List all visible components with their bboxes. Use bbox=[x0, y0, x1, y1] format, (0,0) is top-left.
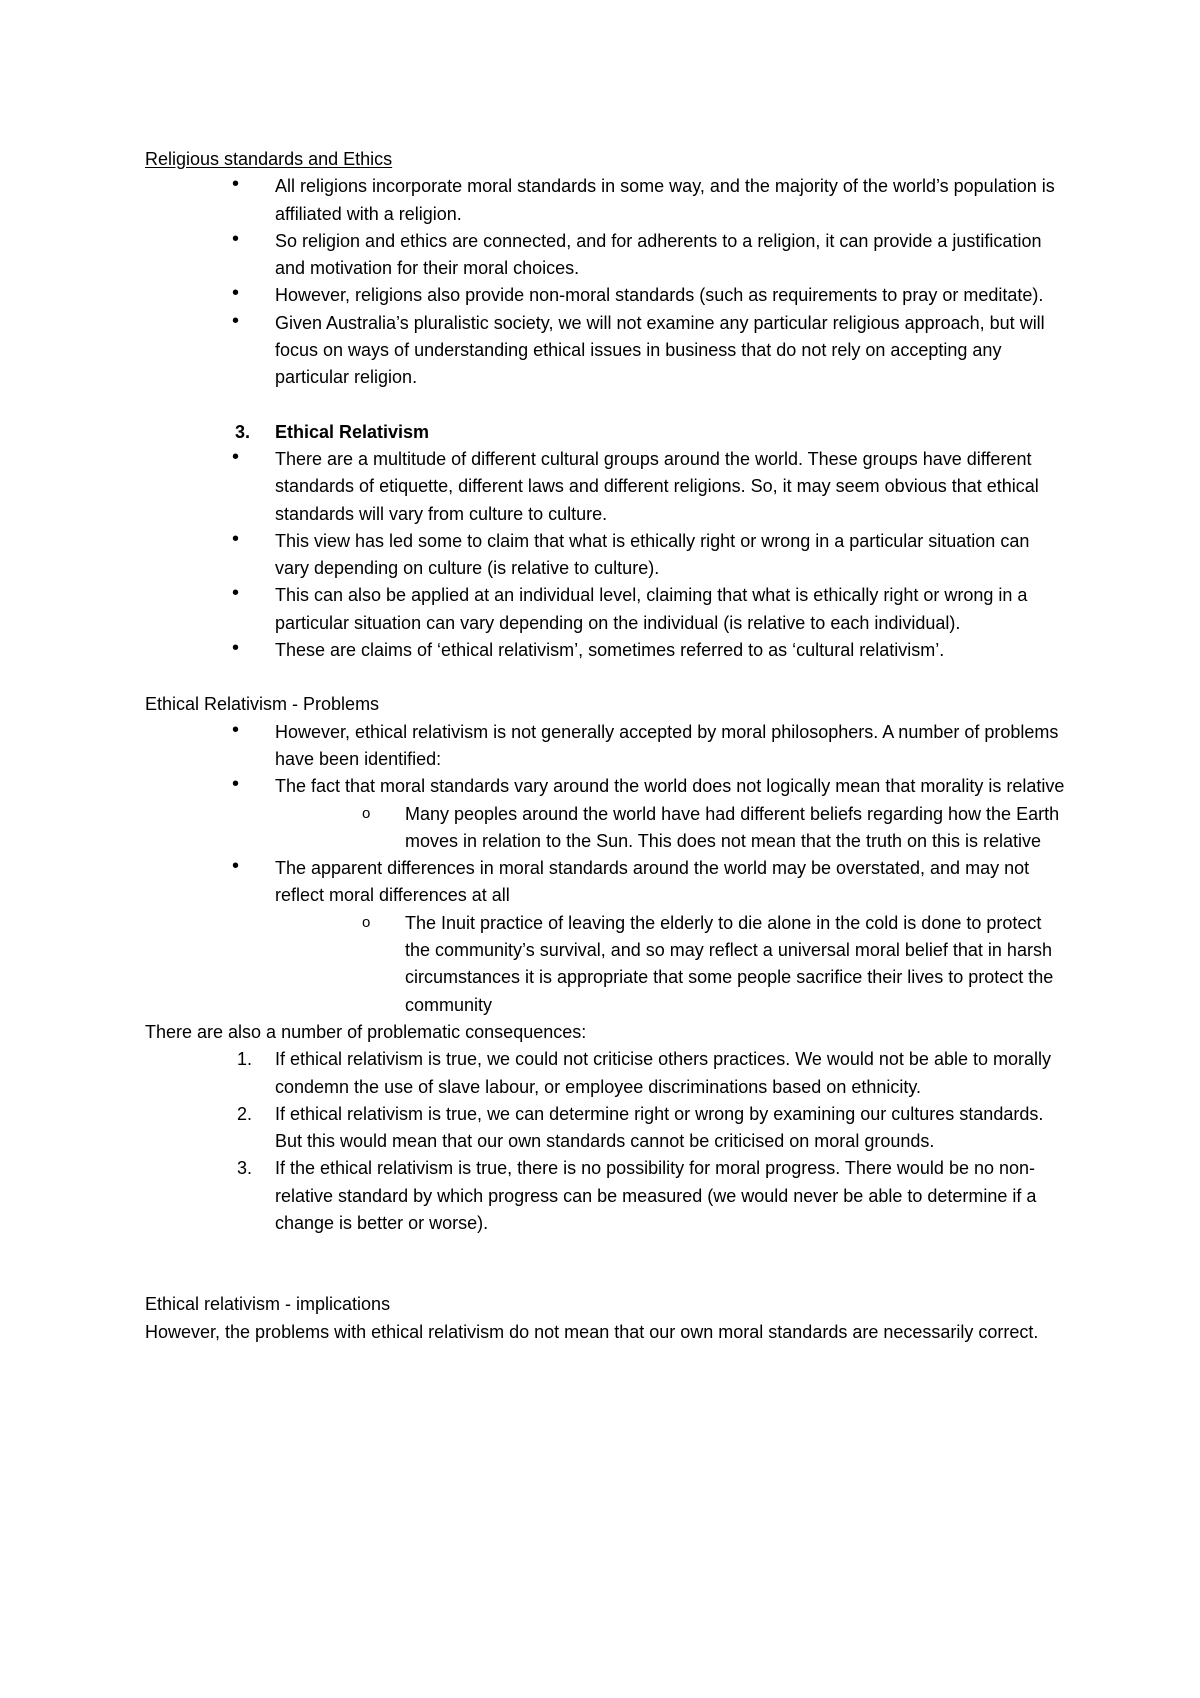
numbered-item bbox=[145, 1155, 1065, 1237]
section-heading-problems: Ethical Relativism - Problems bbox=[145, 694, 380, 715]
list-item: • This view has led some to claim that what is ethically right or wrong in a particular situation can vary depending on culture (is relative to culture). bbox=[145, 528, 1065, 583]
list-item: • However, religions also provide non-moral standards (such as requirements to pray or meditate). bbox=[145, 282, 1065, 309]
problems-sub-list bbox=[275, 801, 1065, 856]
list-item-text: The fact that moral standards vary around the world does not logically mean that morality is relative bbox=[275, 776, 1065, 797]
spacer bbox=[145, 1237, 1065, 1291]
list-item: • Given Australia’s pluralistic society, we will not examine any particular religious approach, but will focus on ways of understanding ethical issues in business that do not rely on accepting any particular religion. bbox=[145, 310, 1065, 392]
religious-standards-bullet-list bbox=[145, 173, 1065, 391]
problems-sub-list-2 bbox=[275, 910, 1065, 1019]
list-item: • All religions incorporate moral standards in some way, and the majority of the world’s population is affiliated with a religion. bbox=[145, 173, 1065, 228]
list-item bbox=[145, 773, 1065, 800]
consequences-numbered-list bbox=[145, 1046, 1065, 1237]
item-text: If the ethical relativism is true, there is no possibility for moral progress. There would be no non-relative standard by which progress can be measured (we would never be able to determine if a change is better or worse). bbox=[275, 1158, 1037, 1233]
item-number: 1. bbox=[237, 1049, 253, 1070]
item-text: If ethical relativism is true, we could not criticise others practices. We would not be able to morally condemn the use of slave labour, or employee discriminations based on ethnicity. bbox=[275, 1049, 1051, 1097]
spacer bbox=[145, 664, 1065, 691]
problems-bullet-list-cont bbox=[145, 855, 1065, 910]
problems-bullet-list bbox=[145, 719, 1065, 801]
item-text: If ethical relativism is true, we can determine right or wrong by examining our cultures standards. But this would mean that our own standards cannot be criticised on moral grounds. bbox=[275, 1103, 1044, 1152]
item-number: 3. bbox=[237, 1158, 253, 1179]
section-number: 3. bbox=[235, 421, 251, 442]
section-heading-implications: Ethical relativism - implications bbox=[145, 1294, 391, 1315]
list-item: • These are claims of ‘ethical relativism’, sometimes referred to as ‘cultural relativism’. bbox=[145, 637, 1065, 664]
list-item: • However, ethical relativism is not generally accepted by moral philosophers. A number of problems have been identified: bbox=[145, 719, 1065, 774]
consequences-intro: There are also a number of problematic consequences: bbox=[145, 1021, 587, 1042]
numbered-item bbox=[145, 1101, 1065, 1156]
document-body bbox=[145, 146, 1065, 1346]
section-heading-ethical-relativism bbox=[145, 419, 1065, 446]
sub-list-item: o Many peoples around the world have had different beliefs regarding how the Earth moves in relation to the Sun. This does not mean that the truth on this is relative bbox=[275, 801, 1065, 856]
list-item: • The apparent differences in moral standards around the world may be overstated, and may not reflect moral differences at all bbox=[145, 855, 1065, 910]
section-title: Ethical Relativism bbox=[275, 421, 430, 442]
implications-text: However, the problems with ethical relativism do not mean that our own moral standards are necessarily correct. bbox=[145, 1321, 1039, 1342]
list-item: • So religion and ethics are connected, and for adherents to a religion, it can provide a justification and motivation for their moral choices. bbox=[145, 228, 1065, 283]
numbered-item bbox=[145, 1046, 1065, 1101]
ethical-relativism-bullet-list bbox=[145, 446, 1065, 664]
sub-list-item: o The Inuit practice of leaving the elderly to die alone in the cold is done to protect the community’s survival, and so may reflect a universal moral belief that in harsh circumstances it is appropriate that some people sacrifice their lives to protect the community bbox=[275, 910, 1065, 1019]
item-number: 2. bbox=[237, 1103, 253, 1124]
section-heading-religious-standards: Religious standards and Ethics bbox=[145, 149, 393, 169]
list-item: • There are a multitude of different cultural groups around the world. These groups have different standards of etiquette, different laws and different religions. So, it may seem obvious that ethical standards will vary from culture to culture. bbox=[145, 446, 1065, 528]
list-item: • This can also be applied at an individual level, claiming that what is ethically right or wrong in a particular situation can vary depending on the individual (is relative to each individual). bbox=[145, 582, 1065, 637]
spacer bbox=[145, 392, 1065, 419]
